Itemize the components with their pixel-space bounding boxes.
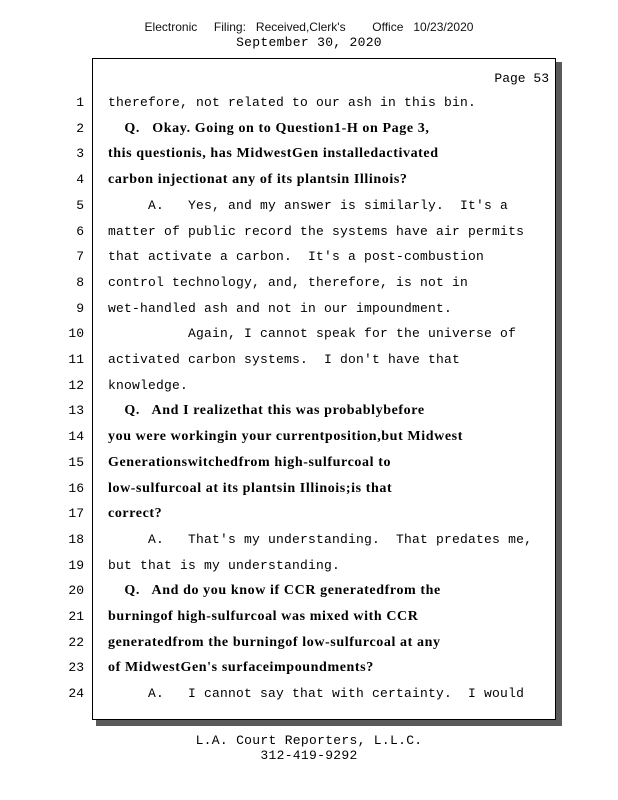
transcript-line: [0, 352, 618, 377]
line-number: 6: [76, 223, 84, 239]
transcript-line: [0, 506, 618, 531]
line-text: activated carbon systems. I don't have that: [108, 352, 461, 367]
line-text: matter of public record the systems have air permits: [108, 223, 525, 239]
line-text: A. I cannot say that with certainty. I would: [108, 686, 525, 702]
line-number: 20: [68, 583, 84, 599]
transcript-line: [0, 378, 618, 403]
line-text: that activate a carbon. It's a post-combustion: [108, 249, 485, 265]
line-text: burningof high-sulfurcoal was mixed with CCR: [108, 609, 419, 624]
line-number: 21: [68, 609, 84, 624]
transcript-line: [0, 146, 618, 171]
transcript-line: [0, 660, 618, 685]
transcript-line: [0, 583, 618, 608]
line-text: control technology, and, therefore, is not in: [108, 274, 469, 290]
filing-stamp: Electronic Filing: Received,Clerk's Office 10/23/2020: [144, 20, 474, 34]
line-text: correct?: [108, 506, 163, 522]
line-number: 22: [68, 634, 84, 650]
line-number: 14: [68, 429, 84, 445]
line-text: Generationswitchedfrom high-sulfurcoal to: [108, 454, 392, 470]
line-text: Q. And do you know if CCR generatedfrom the: [108, 583, 441, 599]
transcript-line: [0, 429, 618, 454]
line-text: therefore, not related to our ash in this bin.: [108, 95, 477, 110]
line-number: 12: [68, 377, 84, 393]
line-number: 18: [68, 531, 84, 547]
line-number: 3: [76, 146, 84, 162]
transcript-line: [0, 249, 618, 274]
line-text: Again, I cannot speak for the universe of: [108, 326, 517, 342]
line-text: Q. And I realizethat this was probablybefore: [108, 403, 425, 419]
transcript-date: September 30, 2020: [236, 35, 382, 50]
line-number: 9: [76, 300, 84, 316]
line-number: 8: [76, 274, 84, 290]
court-reporter-phone: 312-419-9292: [260, 748, 358, 763]
line-text: this questionis, has MidwestGen installedactivated: [108, 146, 439, 162]
transcript-line: [0, 609, 618, 634]
transcript-line: [0, 558, 618, 583]
line-text: Q. Okay. Going on to Question1-H on Page 3,: [108, 120, 430, 136]
line-number: 2: [76, 120, 84, 136]
line-number: 11: [68, 352, 84, 367]
line-text: knowledge.: [108, 377, 189, 393]
line-text: A. Yes, and my answer is similarly. It's a: [108, 197, 509, 213]
page-number: Page 53: [494, 71, 549, 86]
line-number: 17: [68, 506, 84, 522]
line-number: 4: [76, 172, 84, 188]
line-text: wet-handled ash and not in our impoundment.: [108, 300, 453, 316]
transcript-line: [0, 481, 618, 506]
line-text: generatedfrom the burningof low-sulfurcoal at any: [108, 634, 441, 650]
line-number: 15: [68, 454, 84, 470]
transcript-line: [0, 455, 618, 480]
transcript-line: [0, 275, 618, 300]
line-text: of MidwestGen's surfaceimpoundments?: [108, 660, 374, 676]
line-number: 19: [68, 557, 84, 573]
line-number: 10: [68, 326, 84, 342]
court-reporter-name: L.A. Court Reporters, L.L.C.: [195, 733, 423, 748]
transcript-line: [0, 686, 618, 711]
transcript-line: [0, 326, 618, 351]
line-number: 23: [68, 660, 84, 676]
line-text: A. That's my understanding. That predates me,: [108, 531, 533, 547]
transcript-line: [0, 95, 618, 120]
transcript-line: [0, 635, 618, 660]
line-number: 1: [76, 95, 84, 110]
transcript-line: [0, 403, 618, 428]
transcript-line: [0, 224, 618, 249]
transcript-line: [0, 532, 618, 557]
line-number: 5: [76, 197, 84, 213]
line-text: but that is my understanding.: [108, 557, 341, 573]
transcript-line: [0, 301, 618, 326]
line-text: you were workingin your currentposition,but Midwest: [108, 429, 463, 445]
line-text: low-sulfurcoal at its plantsin Illinois;is that: [108, 480, 393, 496]
line-number: 16: [68, 480, 84, 496]
line-number: 13: [68, 403, 84, 419]
transcript-line: [0, 121, 618, 146]
line-text: carbon injectionat any of its plantsin Illinois?: [108, 172, 408, 188]
transcript-line: [0, 198, 618, 223]
transcript-line: [0, 172, 618, 197]
line-number: 7: [76, 249, 84, 265]
line-number: 24: [68, 686, 84, 702]
